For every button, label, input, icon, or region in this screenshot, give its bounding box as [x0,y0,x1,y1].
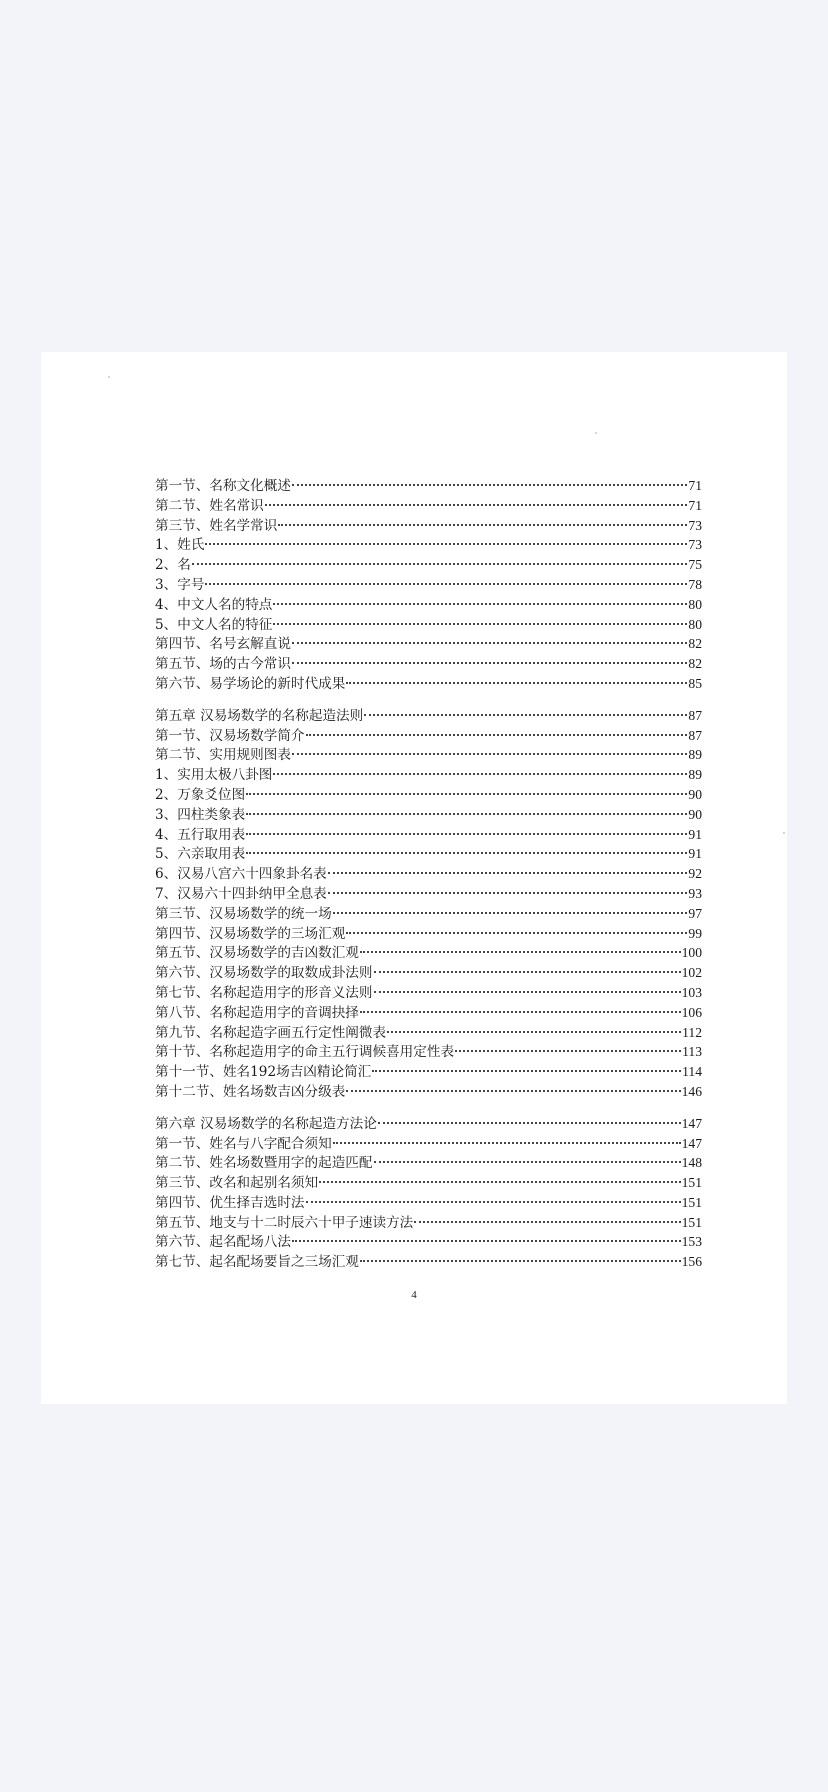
toc-entry-title: 第二节、姓名常识 [155,497,264,514]
toc-entry-title: 第一节、汉易场数学简介 [155,727,305,744]
toc-entry-title: 第六节、汉易场数学的取数成卦法则 [155,965,373,982]
toc-entry-title: 5、中文人名的特征 [155,616,273,633]
toc-dot-leader [346,682,687,684]
toc-entry-page: 148 [681,1155,702,1171]
toc-entry-title: 第四节、名号玄解直说 [155,636,291,653]
toc-dot-leader [414,1221,680,1223]
toc-entry-page: 112 [682,1024,702,1040]
toc-entry-page: 93 [688,885,702,901]
toc-dot-leader [360,1260,681,1262]
toc-entry-page: 85 [688,675,702,691]
toc-entry [155,1114,702,1134]
toc-dot-leader [192,563,688,565]
toc-entry-page: 71 [688,497,702,513]
toc-entry [155,1134,702,1154]
toc-entry [155,1173,702,1193]
toc-dot-leader [292,1240,681,1242]
toc-entry-title: 第五章 汉易场数学的名称起造法则 [155,707,364,724]
toc-entry-page: 78 [688,576,702,592]
toc-dot-leader [278,524,687,526]
scan-speck [783,832,785,834]
toc-entry [155,1252,702,1272]
toc-entry [155,884,702,904]
toc-entry-page: 71 [688,478,702,493]
toc-entry [155,924,702,944]
toc-dot-leader [306,1201,681,1203]
toc-entry-title: 第五节、汉易场数学的吉凶数汇观 [155,945,359,962]
toc-entry [155,1213,702,1233]
toc-entry-title: 2、名 [155,557,191,574]
toc-entry-page: 102 [681,965,702,981]
toc-dot-leader [378,1122,681,1124]
toc-entry-page: 99 [688,925,702,941]
toc-dot-leader [246,833,687,835]
scan-speck [108,376,110,378]
toc-entry-title: 第九节、名称起造字画五行定性阐微表 [155,1024,387,1041]
toc-entry [155,516,702,536]
toc-entry-page: 75 [688,557,702,573]
toc-entry-title: 3、字号 [155,576,205,593]
toc-dot-leader [360,1011,681,1013]
toc-dot-leader [346,932,687,934]
toc-entry-title: 第五节、地支与十二时辰六十甲子速读方法 [155,1214,414,1231]
toc-entry-title: 7、汉易六十四卦纳甲全息表 [155,885,327,902]
page-number: 4 [411,1289,417,1301]
toc-entry-title: 第八节、名称起造用字的音调抉择 [155,1004,359,1021]
toc-entry-title: 第二节、实用规则图表 [155,747,291,764]
toc-entry-page: 90 [688,786,702,802]
toc-entry-page: 90 [688,806,702,822]
toc-entry [155,1193,702,1213]
toc-entry-page: 147 [681,1135,702,1151]
toc-entry [155,1003,702,1023]
toc-section-group [155,476,702,694]
toc-dot-leader [372,1070,681,1072]
scan-speck [595,432,597,434]
toc-entry-page: 80 [688,616,702,632]
toc-entry [155,654,702,674]
toc-entry-page: 73 [688,517,702,533]
toc-entry [155,1232,702,1252]
toc-entry-page: 73 [688,537,702,553]
toc-entry-page: 80 [688,596,702,612]
toc-dot-leader [292,753,687,755]
toc-dot-leader [387,1031,681,1033]
table-of-contents [155,476,702,1284]
toc-entry-page: 156 [681,1254,702,1270]
toc-section-group [155,706,702,1102]
toc-entry [155,726,702,746]
toc-entry-title: 4、五行取用表 [155,826,246,843]
toc-entry [155,535,702,555]
toc-dot-leader [346,1090,680,1092]
toc-entry-title: 第十一节、姓名192场吉凶精论简汇 [155,1064,372,1081]
toc-dot-leader [364,714,687,716]
toc-dot-leader [328,872,688,874]
toc-entry [155,844,702,864]
toc-dot-leader [455,1050,681,1052]
toc-entry-title: 第一节、姓名与八字配合须知 [155,1135,332,1152]
toc-dot-leader [246,852,687,854]
toc-entry-title: 第六节、起名配场八法 [155,1234,291,1251]
toc-dot-leader [273,773,687,775]
toc-entry [155,1153,702,1173]
toc-entry [155,805,702,825]
toc-entry-title: 第十二节、姓名场数吉凶分级表 [155,1083,346,1100]
toc-entry-title: 5、六亲取用表 [155,846,246,863]
toc-entry-title: 6、汉易八宫六十四象卦名表 [155,866,327,883]
toc-entry [155,765,702,785]
toc-dot-leader [292,484,687,486]
toc-dot-leader [374,1161,681,1163]
toc-entry-page: 82 [688,656,702,672]
toc-entry-page: 89 [688,747,702,763]
toc-entry-title: 第三节、姓名学常识 [155,517,278,534]
toc-dot-leader [319,1181,680,1183]
toc-entry [155,615,702,635]
toc-entry [155,496,702,516]
toc-entry [155,1042,702,1062]
toc-entry-page: 151 [681,1175,702,1191]
toc-dot-leader [292,662,687,664]
toc-entry-title: 1、实用太极八卦图 [155,767,273,784]
toc-dot-leader [246,813,687,815]
toc-entry-page: 106 [681,1004,702,1020]
toc-entry-page: 151 [681,1194,702,1210]
toc-entry [155,555,702,575]
toc-section-group [155,1114,702,1272]
toc-entry [155,634,702,654]
toc-entry-page: 103 [681,984,702,1000]
toc-dot-leader [205,583,687,585]
toc-entry-title: 第三节、汉易场数学的统一场 [155,905,332,922]
toc-dot-leader [360,951,681,953]
toc-dot-leader [374,991,681,993]
toc-entry-page: 113 [682,1044,702,1060]
toc-dot-leader [306,734,688,736]
toc-entry [155,963,702,983]
toc-entry-page: 92 [688,866,702,882]
toc-entry-title: 3、四柱类象表 [155,806,246,823]
toc-entry-page: 91 [688,846,702,862]
toc-entry [155,983,702,1003]
toc-dot-leader [273,603,687,605]
toc-entry-page: 87 [688,707,702,723]
toc-entry [155,476,702,496]
toc-entry-title: 第六章 汉易场数学的名称起造方法论 [155,1115,377,1132]
document-page [41,352,787,1404]
toc-entry-title: 第四节、汉易场数学的三场汇观 [155,925,346,942]
toc-entry-title: 第七节、名称起造用字的形音义法则 [155,984,373,1001]
toc-entry-title: 第七节、起名配场要旨之三场汇观 [155,1254,359,1271]
toc-dot-leader [246,793,687,795]
toc-entry-page: 114 [682,1064,702,1080]
toc-entry-page: 97 [688,905,702,921]
toc-entry [155,825,702,845]
toc-entry-title: 第三节、改名和起别名须知 [155,1175,319,1192]
toc-entry [155,706,702,726]
toc-dot-leader [292,642,687,644]
toc-entry-title: 2、万象爻位图 [155,786,246,803]
toc-entry [155,904,702,924]
toc-entry-page: 100 [681,945,702,961]
toc-entry-title: 第一节、名称文化概述 [155,478,291,494]
toc-entry-page: 87 [688,727,702,743]
toc-entry-title: 1、姓氏 [155,537,205,554]
toc-entry-title: 第四节、优生择吉选时法 [155,1194,305,1211]
toc-entry [155,575,702,595]
toc-entry [155,785,702,805]
toc-entry-page: 151 [681,1214,702,1230]
toc-entry [155,595,702,615]
toc-entry [155,1082,702,1102]
toc-entry-page: 147 [681,1115,702,1131]
toc-dot-leader [273,623,687,625]
toc-dot-leader [333,1142,681,1144]
toc-dot-leader [328,892,688,894]
toc-entry-title: 第五节、场的古今常识 [155,656,291,673]
toc-entry-page: 89 [688,767,702,783]
toc-entry [155,1062,702,1082]
toc-entry [155,674,702,694]
toc-dot-leader [333,912,688,914]
toc-dot-leader [205,543,687,545]
toc-entry [155,943,702,963]
toc-entry-title: 第十节、名称起造用字的命主五行调候喜用定性表 [155,1044,455,1061]
toc-entry [155,745,702,765]
toc-entry [155,864,702,884]
toc-entry-page: 91 [688,826,702,842]
toc-entry-page: 153 [681,1234,702,1250]
toc-dot-leader [265,504,688,506]
toc-entry-page: 82 [688,636,702,652]
toc-entry [155,1023,702,1043]
toc-entry-title: 第六节、易学场论的新时代成果 [155,675,346,692]
toc-entry-title: 第二节、姓名场数暨用字的起造匹配 [155,1155,373,1172]
toc-entry-title: 4、中文人名的特点 [155,596,273,613]
toc-dot-leader [374,971,681,973]
toc-entry-page: 146 [681,1083,702,1099]
